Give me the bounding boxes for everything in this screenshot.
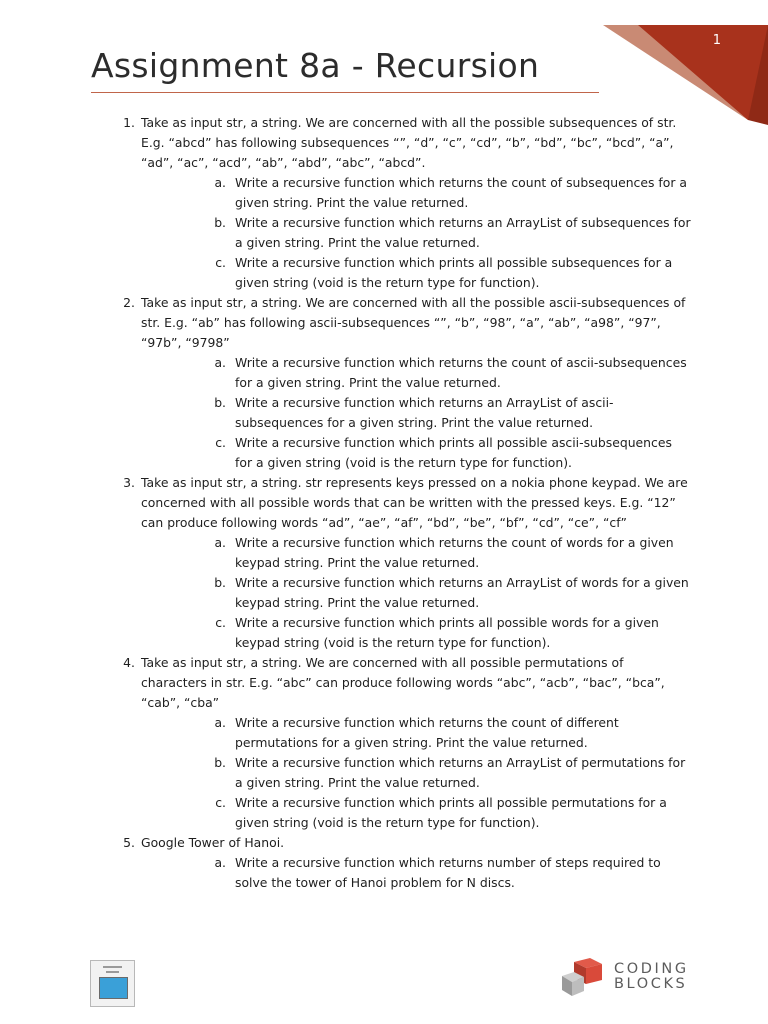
sub-letter: c.: [215, 615, 226, 630]
thumbnail-line: [106, 971, 119, 973]
sub-item: [141, 533, 691, 573]
question-number: 1.: [123, 115, 135, 130]
question-number: 2.: [123, 295, 135, 310]
question-number: 3.: [123, 475, 135, 490]
sub-text: Write a recursive function which returns the count of words for a given keypad string. Print the value returned.: [235, 535, 674, 570]
logo-text-line1: CODING: [614, 961, 689, 977]
sub-letter: a.: [214, 175, 226, 190]
sub-item: [141, 613, 691, 653]
thumbnail-line: [103, 966, 122, 968]
sub-text: Write a recursive function which returns the count of subsequences for a given string. Print the value returned.: [235, 175, 687, 210]
sub-item: [141, 353, 691, 393]
question-item: [91, 293, 691, 473]
sub-item: [141, 713, 691, 753]
question-item: [91, 833, 691, 893]
sub-letter: b.: [214, 755, 226, 770]
assignment-list: [91, 113, 691, 893]
question-text: Google Tower of Hanoi.: [141, 835, 285, 850]
sub-text: Write a recursive function which returns an ArrayList of permutations for a given string. Print the value returned.: [235, 755, 686, 790]
sub-text: Write a recursive function which returns number of steps required to solve the tower of Hanoi problem for N discs.: [235, 855, 661, 890]
coding-blocks-logo: [560, 958, 690, 1000]
sub-item: [141, 853, 691, 893]
question-text: Take as input str, a string. str represents keys pressed on a nokia phone keypad. We are concerned with all possible words that can be written with the pressed keys. E.g. “12” can produce following words “ad”, “ae”, “af”, “bd”, “be”, “bf”, “cd”, “ce”, “cf”: [141, 475, 688, 530]
sub-letter: c.: [215, 255, 226, 270]
title-divider: [91, 92, 599, 93]
sub-item: [141, 393, 691, 433]
sub-letter: c.: [215, 435, 226, 450]
sub-item: [141, 213, 691, 253]
sub-letter: b.: [214, 215, 226, 230]
logo-text-line2: BLOCKS: [614, 976, 688, 992]
sub-text: Write a recursive function which returns an ArrayList of subsequences for a given string. Print the value returned.: [235, 215, 691, 250]
course-thumbnail: [90, 960, 135, 1007]
question-item: [91, 473, 691, 653]
laptop-icon: [99, 977, 128, 999]
sub-text: Write a recursive function which returns the count of different permutations for a given string. Print the value returned.: [235, 715, 619, 750]
sub-item: [141, 433, 691, 473]
question-text: Take as input str, a string. We are concerned with all possible permutations of characters in str. E.g. “abc” can produce following words “abc”, “acb”, “bac”, “bca”, “cab”, “cba”: [141, 655, 665, 710]
sub-text: Write a recursive function which prints all possible permutations for a given string (void is the return type for function).: [235, 795, 667, 830]
page-number: 1: [712, 33, 721, 48]
question-number: 4.: [123, 655, 135, 670]
cube-logo-icon: [560, 958, 610, 1000]
question-text: Take as input str, a string. We are concerned with all the possible ascii-subsequences of str. E.g. “ab” has following ascii-subsequences “”, “b”, “98”, “a”, “ab”, “a98”, “97”, “97b”, “9798”: [141, 295, 686, 350]
sub-text: Write a recursive function which prints all possible ascii-subsequences for a given string (void is the return type for function).: [235, 435, 672, 470]
sub-letter: a.: [214, 355, 226, 370]
sub-text: Write a recursive function which prints all possible subsequences for a given string (void is the return type for function).: [235, 255, 673, 290]
sub-item: [141, 793, 691, 833]
sub-letter: a.: [214, 535, 226, 550]
sub-item: [141, 173, 691, 213]
sub-item: [141, 253, 691, 293]
corner-decoration: [598, 0, 768, 130]
sub-letter: c.: [215, 795, 226, 810]
sub-item: [141, 573, 691, 613]
sub-letter: a.: [214, 715, 226, 730]
sub-item: [141, 753, 691, 793]
sub-text: Write a recursive function which returns the count of ascii-subsequences for a given string. Print the value returned.: [235, 355, 687, 390]
sub-text: Write a recursive function which returns an ArrayList of ascii-subsequences for a given string. Print the value returned.: [235, 395, 614, 430]
sub-text: Write a recursive function which prints all possible words for a given keypad string (void is the return type for function).: [235, 615, 659, 650]
page-title: Assignment 8a - Recursion: [91, 46, 540, 85]
sub-letter: a.: [214, 855, 226, 870]
question-item: [91, 653, 691, 833]
question-item: [91, 113, 691, 293]
question-text: Take as input str, a string. We are concerned with all the possible subsequences of str. E.g. “abcd” has following subsequences “”, “d”, “c”, “cd”, “b”, “bd”, “bc”, “bcd”, “a”, “ad”, “ac”, “acd”, “ab”, “abd”, “abc”, “abcd”.: [141, 115, 677, 170]
sub-letter: b.: [214, 395, 226, 410]
sub-text: Write a recursive function which returns an ArrayList of words for a given keypad string. Print the value returned.: [235, 575, 689, 610]
sub-letter: b.: [214, 575, 226, 590]
question-number: 5.: [123, 835, 135, 850]
